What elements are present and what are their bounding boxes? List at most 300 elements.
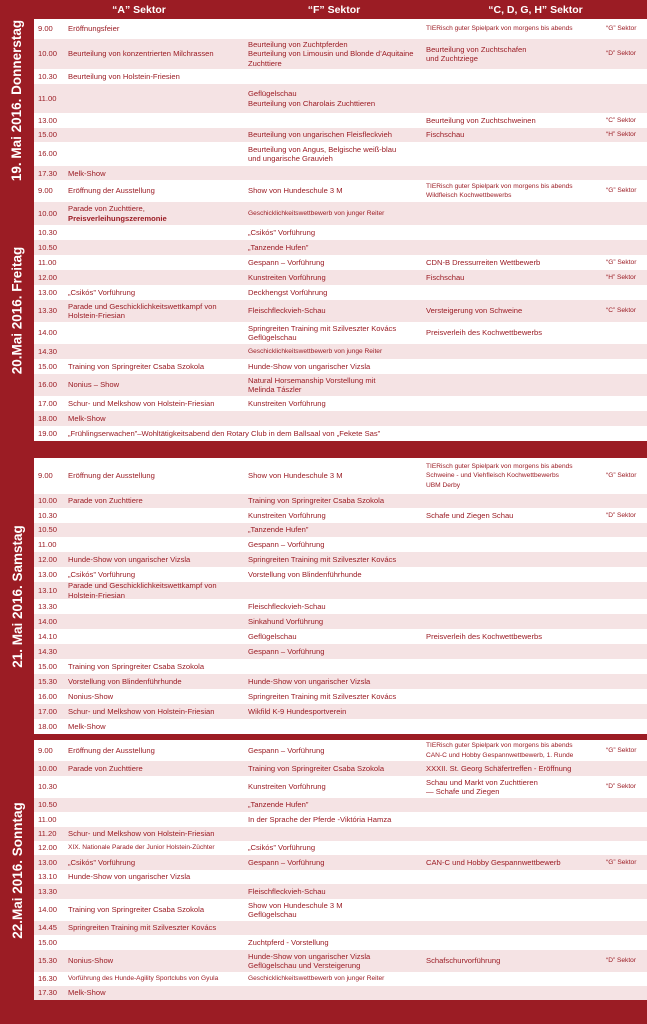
day-schedule bbox=[34, 180, 647, 441]
day-label bbox=[0, 19, 34, 181]
sector-f-cell: Training von Springreiter Csaba Szokola bbox=[248, 763, 385, 773]
sector-a-cell: Nonius-Show bbox=[68, 691, 114, 701]
sector-f-cell: „Tanzende Hufen” bbox=[248, 800, 309, 810]
time-cell: 14.30 bbox=[38, 346, 58, 356]
sector-tag: “D” Sektor bbox=[606, 50, 637, 58]
schedule-row bbox=[34, 921, 647, 935]
sector-cdgh-cell bbox=[426, 972, 606, 986]
sector-tag bbox=[606, 285, 647, 300]
sector-a-cell bbox=[68, 113, 244, 128]
sector-tag: “G” Sektor bbox=[606, 746, 637, 754]
time-cell: 11.00 bbox=[38, 539, 57, 549]
time-cell: 17.00 bbox=[38, 706, 58, 716]
sector-a-cell: Parade von Zuchttiere, Preisverleihungszeremonie bbox=[68, 204, 167, 223]
sector-cdgh-cell: CAN-C und Hobby Gespannwettbewerb bbox=[426, 857, 561, 867]
sector-f-cell: Beurteilung von Angus, Belgische weiß-blau und ungarische Grauvieh bbox=[248, 144, 397, 163]
sector-tag bbox=[606, 552, 647, 567]
sector-tag bbox=[606, 841, 647, 855]
sector-cdgh-cell bbox=[426, 202, 606, 225]
sector-f-cell: Springreiten Training mit Szilveszter Kovács Geflügelschau bbox=[248, 323, 397, 342]
schedule-row bbox=[34, 270, 647, 285]
sector-a-cell bbox=[68, 128, 244, 142]
time-cell: 9.00 bbox=[38, 24, 53, 34]
time-cell: 9.00 bbox=[38, 745, 53, 755]
sector-cdgh-cell: Versteigerung von Schweine bbox=[426, 306, 523, 316]
time-cell: 14.00 bbox=[38, 328, 58, 338]
sector-cdgh-cell bbox=[426, 841, 606, 855]
sector-a-cell: Parade von Zuchttiere bbox=[68, 496, 143, 506]
schedule-row bbox=[34, 84, 647, 113]
sector-cdgh-cell bbox=[426, 582, 606, 599]
schedule-row bbox=[34, 411, 647, 426]
sector-f-cell: Wikfild K-9 Hundesportverein bbox=[248, 706, 347, 716]
sector-f-cell: „Tanzende Hufen” bbox=[248, 242, 309, 252]
sector-tag bbox=[606, 374, 647, 396]
schedule-row bbox=[34, 240, 647, 255]
sector-tag bbox=[606, 142, 647, 166]
sector-a-cell: Training von Springreiter Csaba Szokola bbox=[68, 905, 205, 915]
sector-cdgh-cell bbox=[426, 870, 606, 884]
sector-tag bbox=[606, 798, 647, 812]
day-label bbox=[0, 740, 34, 1000]
time-cell: 10.00 bbox=[38, 496, 58, 506]
sector-f-cell: Geflügelschau bbox=[248, 631, 297, 641]
sector-a-cell bbox=[68, 142, 244, 166]
sector-a-cell bbox=[68, 629, 244, 644]
sector-a-cell: Hunde-Show von ungarischer Vizsla bbox=[68, 872, 191, 882]
event-span-cell: „Frühlingserwachen”–Wohltätigkeitsabend den Rotary Club in dem Ballsaal von „Fekete Sas” bbox=[68, 428, 381, 438]
sector-tag bbox=[606, 674, 647, 689]
sector-f-cell: „Csikós” Vorführung bbox=[248, 227, 316, 237]
schedule-row bbox=[34, 322, 647, 344]
sector-f-cell bbox=[248, 659, 426, 674]
time-cell: 17.30 bbox=[38, 168, 58, 178]
time-cell: 13.00 bbox=[38, 115, 58, 125]
sector-tag bbox=[606, 719, 647, 734]
time-cell: 15.00 bbox=[38, 937, 58, 947]
schedule-row bbox=[34, 827, 647, 841]
schedule-row bbox=[34, 899, 647, 921]
sector-a-cell bbox=[68, 812, 244, 827]
schedule-row bbox=[34, 812, 647, 827]
sector-f-cell bbox=[248, 827, 426, 841]
sector-f-cell: Gespann – Vorführung bbox=[248, 646, 325, 656]
sector-tag bbox=[606, 166, 647, 181]
time-cell: 9.00 bbox=[38, 471, 53, 481]
sector-cdgh-cell bbox=[426, 142, 606, 166]
schedule-row bbox=[34, 300, 647, 322]
sector-tag: “G” Sektor bbox=[606, 25, 637, 33]
sector-cdgh-cell: Schafe und Ziegen Schau bbox=[426, 510, 514, 520]
time-cell: 10.00 bbox=[38, 763, 58, 773]
sector-f-cell: Show von Hundeschule 3 M bbox=[248, 471, 343, 481]
sector-cdgh-cell bbox=[426, 567, 606, 582]
sector-a-cell: Nonius-Show bbox=[68, 956, 114, 966]
time-cell: 11.20 bbox=[38, 829, 57, 839]
sector-tag bbox=[606, 689, 647, 704]
day-label-text: 22.Mai 2016. Sonntag bbox=[9, 801, 25, 939]
sector-tag bbox=[606, 935, 647, 950]
sector-f-cell bbox=[248, 986, 426, 1000]
sector-tag bbox=[606, 899, 647, 921]
time-cell: 16.00 bbox=[38, 149, 58, 159]
sector-f-cell: Gespann – Vorführung bbox=[248, 745, 325, 755]
sector-tag bbox=[606, 614, 647, 629]
time-cell: 18.00 bbox=[38, 721, 58, 731]
sector-cdgh-cell bbox=[426, 812, 606, 827]
sector-a-cell: Vorstellung von Blindenführhunde bbox=[68, 676, 182, 686]
schedule-row bbox=[34, 69, 647, 84]
sector-cdgh-cell bbox=[426, 614, 606, 629]
sector-tag bbox=[606, 411, 647, 426]
sector-f-cell bbox=[248, 166, 426, 181]
schedule-row bbox=[34, 39, 647, 69]
sector-f-cell: Fleischfleckvieh-Schau bbox=[248, 306, 326, 316]
time-cell: 17.00 bbox=[38, 398, 58, 408]
sector-cdgh-cell bbox=[426, 166, 606, 181]
sector-a-cell bbox=[68, 537, 244, 552]
sector-f-cell: Fleischfleckvieh-Schau bbox=[248, 886, 326, 896]
schedule-row bbox=[34, 113, 647, 128]
sector-tag bbox=[606, 344, 647, 359]
schedule-row bbox=[34, 344, 647, 359]
time-cell: 13.10 bbox=[38, 872, 58, 882]
schedule-row bbox=[34, 950, 647, 972]
sector-f-cell: Zuchtpferd - Vorstellung bbox=[248, 937, 329, 947]
sector-a-cell bbox=[68, 225, 244, 240]
sector-f-cell: „Tanzende Hufen” bbox=[248, 525, 309, 535]
sector-f-cell bbox=[248, 69, 426, 84]
schedule-row bbox=[34, 523, 647, 537]
day-label-text: 19. Mai 2016. Donnerstag bbox=[9, 19, 25, 181]
time-cell: 14.30 bbox=[38, 646, 58, 656]
time-cell: 15.30 bbox=[38, 676, 58, 686]
sector-tag bbox=[606, 396, 647, 411]
schedule-row bbox=[34, 19, 647, 39]
sector-f-cell: Sinkahund Vorführung bbox=[248, 616, 324, 626]
sector-tag: “D” Sektor bbox=[606, 783, 637, 791]
time-cell: 11.00 bbox=[38, 257, 57, 267]
sector-f-cell: Gespann – Vorführung bbox=[248, 257, 325, 267]
schedule-row bbox=[34, 659, 647, 674]
time-cell: 13.00 bbox=[38, 569, 58, 579]
day-schedule bbox=[34, 740, 647, 1000]
sector-tag bbox=[606, 599, 647, 614]
sector-a-cell: Eröffnung der Ausstellung bbox=[68, 745, 155, 755]
schedule-row bbox=[34, 644, 647, 659]
sector-cdgh-cell bbox=[426, 344, 606, 359]
sector-tag bbox=[606, 523, 647, 537]
schedule-row bbox=[34, 202, 647, 225]
sector-a-cell bbox=[68, 935, 244, 950]
schedule-row bbox=[34, 855, 647, 870]
sector-a-cell bbox=[68, 599, 244, 614]
sector-f-cell bbox=[248, 921, 426, 935]
sector-a-cell bbox=[68, 798, 244, 812]
sector-tag bbox=[606, 921, 647, 935]
schedule-row bbox=[34, 870, 647, 884]
sector-f-cell: Beurteilung von ungarischen Fleisfleckvieh bbox=[248, 130, 392, 140]
schedule-row bbox=[34, 458, 647, 494]
sector-a-cell: „Csikós” Vorführung bbox=[68, 857, 136, 867]
schedule-row bbox=[34, 396, 647, 411]
schedule-row bbox=[34, 537, 647, 552]
schedule-row bbox=[34, 599, 647, 614]
sector-a-cell bbox=[68, 344, 244, 359]
time-cell: 14.45 bbox=[38, 923, 58, 933]
sector-tag: “H” Sektor bbox=[606, 131, 637, 139]
sector-f-cell: Gespann – Vorführung bbox=[248, 539, 325, 549]
sector-cdgh-cell: Schau und Markt von Zuchttieren — Schafe und Ziegen bbox=[426, 777, 538, 796]
sector-f-cell: Kunstreiten Vorführung bbox=[248, 510, 326, 520]
sector-cdgh-cell bbox=[426, 674, 606, 689]
sector-tag: “G” Sektor bbox=[606, 858, 637, 866]
schedule-row bbox=[34, 884, 647, 899]
header-sector-f: “F” Sektor bbox=[307, 3, 361, 16]
sector-cdgh-cell: XXXII. St. Georg Schäfertreffen - Eröffnung bbox=[426, 763, 572, 773]
time-cell: 10.30 bbox=[38, 510, 58, 520]
sector-a-cell: Training von Springreiter Csaba Szokola bbox=[68, 661, 205, 671]
sector-tag bbox=[606, 704, 647, 719]
schedule-row bbox=[34, 704, 647, 719]
sector-f-cell: Kunstreiten Vorführung bbox=[248, 398, 326, 408]
sector-f-cell: In der Sprache der Pferde -Viktória Hamza bbox=[248, 814, 392, 824]
sector-cdgh-cell bbox=[426, 827, 606, 841]
sector-cdgh-cell bbox=[426, 523, 606, 537]
day-label-text: 21. Mai 2016. Samstag bbox=[9, 524, 25, 668]
sector-a-cell bbox=[68, 270, 244, 285]
schedule-row bbox=[34, 374, 647, 396]
sector-cdgh-cell bbox=[426, 884, 606, 899]
sector-tag bbox=[606, 225, 647, 240]
sector-tag bbox=[606, 884, 647, 899]
sector-a-cell: Beurteilung von konzentrierten Milchrassen bbox=[68, 49, 214, 59]
sector-cdgh-cell bbox=[426, 411, 606, 426]
sector-f-cell: Geschicklichkeitswettbewerb von junger Reiter bbox=[248, 975, 385, 983]
sector-tag bbox=[606, 659, 647, 674]
sector-cdgh-cell bbox=[426, 689, 606, 704]
time-cell: 10.50 bbox=[38, 525, 58, 535]
sector-tag bbox=[606, 761, 647, 776]
sector-a-cell: Eröffnung der Ausstellung bbox=[68, 471, 155, 481]
schedule-row bbox=[34, 986, 647, 1000]
sector-f-cell: Geschicklichkeitswettbewerb von junger Reiter bbox=[248, 209, 385, 217]
schedule-row bbox=[34, 552, 647, 567]
time-cell: 17.30 bbox=[38, 988, 58, 998]
schedule-row bbox=[34, 494, 647, 508]
sector-f-cell bbox=[248, 411, 426, 426]
schedule-row bbox=[34, 359, 647, 374]
sector-cdgh-cell: Fischschau bbox=[426, 272, 465, 282]
time-cell: 15.00 bbox=[38, 361, 58, 371]
sector-f-cell: Hunde-Show von ungarischer Vizsla Geflügelschau und Versteigerung bbox=[248, 951, 371, 970]
time-cell: 16.30 bbox=[38, 974, 58, 984]
sector-f-cell: Geschicklichkeitswettbewerb von junge Reiter bbox=[248, 347, 383, 355]
schedule-row bbox=[34, 180, 647, 202]
time-cell: 13.30 bbox=[38, 886, 58, 896]
schedule-row bbox=[34, 689, 647, 704]
sector-a-cell: Vorführung des Hunde-Agility Sportclubs von Gyula bbox=[68, 975, 219, 983]
sector-tag: “C” Sektor bbox=[606, 116, 637, 124]
sector-cdgh-cell bbox=[426, 798, 606, 812]
schedule-row bbox=[34, 972, 647, 986]
sector-tag bbox=[606, 202, 647, 225]
sector-a-cell: Springreiten Training mit Szilveszter Kovács bbox=[68, 923, 217, 933]
sector-a-cell bbox=[68, 523, 244, 537]
sector-a-cell: Parade und Geschicklichkeitswettkampf von Holstein-Friesian bbox=[68, 301, 217, 320]
sector-tag bbox=[606, 812, 647, 827]
sector-f-cell: Gespann – Vorführung bbox=[248, 857, 325, 867]
sector-f-cell: Kunstreiten Vorführung bbox=[248, 782, 326, 792]
sector-a-cell: Melk-Show bbox=[68, 168, 106, 178]
sector-a-cell bbox=[68, 614, 244, 629]
schedule-row bbox=[34, 674, 647, 689]
sector-cdgh-cell: TIERisch guter Spielpark von morgens bis abends Wildfleisch Kochwettbewerbs bbox=[426, 182, 573, 199]
sector-cdgh-cell bbox=[426, 719, 606, 734]
schedule-row bbox=[34, 841, 647, 855]
sector-tag bbox=[606, 986, 647, 1000]
sector-f-cell: Vorstellung von Blindenführhunde bbox=[248, 569, 362, 579]
sector-a-cell bbox=[68, 255, 244, 270]
sector-a-cell: Eröffnungsfeier bbox=[68, 24, 120, 34]
sector-tag bbox=[606, 972, 647, 986]
sector-cdgh-cell: Preisverleih des Kochwettbewerbs bbox=[426, 328, 543, 338]
sector-f-cell bbox=[248, 719, 426, 734]
sector-f-cell: Springreiten Training mit Szilveszter Kovács bbox=[248, 554, 397, 564]
day-schedule bbox=[34, 458, 647, 734]
sector-a-cell: Training von Springreiter Csaba Szokola bbox=[68, 361, 205, 371]
sector-tag bbox=[606, 582, 647, 599]
sector-cdgh-cell bbox=[426, 704, 606, 719]
sector-tag bbox=[606, 494, 647, 508]
sector-cdgh-cell bbox=[426, 921, 606, 935]
time-cell: 10.50 bbox=[38, 242, 58, 252]
sector-a-cell: Schur- und Melkshow von Holstein-Friesian bbox=[68, 398, 215, 408]
day-label-text: 20.Mai 2016. Freitag bbox=[9, 246, 25, 375]
sector-a-cell: Parade von Zuchttiere bbox=[68, 763, 143, 773]
sector-f-cell: Kunstreiten Vorführung bbox=[248, 272, 326, 282]
schedule-row bbox=[34, 761, 647, 776]
sector-tag: “G” Sektor bbox=[606, 472, 637, 480]
sector-cdgh-cell bbox=[426, 69, 606, 84]
sector-f-cell: Training von Springreiter Csaba Szokola bbox=[248, 496, 385, 506]
time-cell: 13.00 bbox=[38, 287, 58, 297]
sector-cdgh-cell: CDN-B Dressurreiten Wettbewerb bbox=[426, 257, 541, 267]
sector-cdgh-cell: Preisverleih des Kochwettbewerbs bbox=[426, 631, 543, 641]
sector-f-cell: Geflügelschau Beurteilung von Charolais Zuchttieren bbox=[248, 89, 376, 108]
sector-cdgh-cell: Schafschurvorführung bbox=[426, 956, 501, 966]
sector-cdgh-cell bbox=[426, 935, 606, 950]
sector-cdgh-cell bbox=[426, 986, 606, 1000]
sector-cdgh-cell: Beurteilung von Zuchtschafen und Zuchtziege bbox=[426, 44, 527, 63]
sector-cdgh-cell bbox=[426, 84, 606, 113]
sector-a-cell bbox=[68, 508, 244, 523]
sector-tag bbox=[606, 322, 647, 344]
sector-cdgh-cell bbox=[426, 537, 606, 552]
time-cell: 10.30 bbox=[38, 71, 58, 81]
schedule-row bbox=[34, 142, 647, 166]
sector-tag bbox=[606, 644, 647, 659]
schedule-row bbox=[34, 255, 647, 270]
schedule-row bbox=[34, 740, 647, 761]
sector-a-cell: XIX. Nationale Parade der Junior Holstein-Züchter bbox=[68, 844, 215, 852]
sector-tag: “G” Sektor bbox=[606, 258, 637, 266]
time-cell: 12.00 bbox=[38, 272, 58, 282]
sector-a-cell: Eröffnung der Ausstellung bbox=[68, 186, 155, 196]
sector-a-cell: Nonius – Show bbox=[68, 380, 120, 390]
sector-a-cell: Schur- und Melkshow von Holstein-Friesian bbox=[68, 706, 215, 716]
sector-cdgh-cell bbox=[426, 426, 606, 441]
sector-cdgh-cell bbox=[426, 899, 606, 921]
sector-f-cell bbox=[248, 19, 426, 39]
time-cell: 10.30 bbox=[38, 782, 58, 792]
time-cell: 11.00 bbox=[38, 93, 57, 103]
schedule-row bbox=[34, 582, 647, 599]
schedule-row bbox=[34, 935, 647, 950]
sector-tag bbox=[606, 567, 647, 582]
sector-f-cell: Hunde-Show von ungarischer Vizsla bbox=[248, 361, 371, 371]
sector-a-cell: Melk-Show bbox=[68, 413, 106, 423]
time-cell: 16.00 bbox=[38, 691, 58, 701]
sector-a-cell bbox=[68, 240, 244, 255]
sector-f-cell: Show von Hundeschule 3 M bbox=[248, 186, 343, 196]
sector-cdgh-cell bbox=[426, 659, 606, 674]
sector-tag: “D” Sektor bbox=[606, 511, 637, 519]
sector-a-cell bbox=[68, 644, 244, 659]
sector-a-cell: Parade und Geschicklichkeitswettkampf von Holstein-Friesian bbox=[68, 582, 217, 599]
sector-tag: “G” Sektor bbox=[606, 187, 637, 195]
column-header bbox=[34, 0, 647, 19]
sector-a-cell: „Csikós” Vorführung bbox=[68, 569, 136, 579]
time-cell: 13.30 bbox=[38, 306, 58, 316]
time-cell: 10.00 bbox=[38, 208, 58, 218]
sector-cdgh-cell: Beurteilung von Zuchtschweinen bbox=[426, 115, 536, 125]
schedule-row bbox=[34, 719, 647, 734]
time-cell: 13.00 bbox=[38, 857, 58, 867]
time-cell: 10.50 bbox=[38, 800, 58, 810]
sector-a-cell bbox=[68, 884, 244, 899]
sector-a-cell bbox=[68, 322, 244, 344]
sector-f-cell: Show von Hundeschule 3 M Geflügelschau bbox=[248, 900, 343, 919]
time-cell: 19.00 bbox=[38, 428, 58, 438]
time-cell: 16.00 bbox=[38, 380, 58, 390]
time-cell: 15.00 bbox=[38, 661, 58, 671]
sector-tag bbox=[606, 629, 647, 644]
sector-cdgh-cell bbox=[426, 494, 606, 508]
sector-cdgh-cell bbox=[426, 225, 606, 240]
sector-cdgh-cell bbox=[426, 359, 606, 374]
sector-a-cell: Beurteilung von Holstein-Friesien bbox=[68, 71, 180, 81]
header-sector-a: “A” Sektor bbox=[112, 3, 166, 16]
header-sector-cdgh: “C, D, G, H” Sektor bbox=[488, 3, 583, 16]
time-cell: 13.30 bbox=[38, 601, 58, 611]
sector-tag: “D” Sektor bbox=[606, 957, 637, 965]
day-label bbox=[0, 458, 34, 734]
sector-a-cell: Melk-Show bbox=[68, 721, 106, 731]
time-cell: 13.10 bbox=[38, 585, 58, 595]
sector-f-cell bbox=[248, 113, 426, 128]
sector-tag bbox=[606, 69, 647, 84]
sector-f-cell: Hunde-Show von ungarischer Vizsla bbox=[248, 676, 371, 686]
sector-f-cell: „Csikós” Vorführung bbox=[248, 843, 316, 853]
sector-f-cell: Beurteilung von Zuchtpferden Beurteilung von Limousin und Blonde d’Aquitaine Zuchttiere bbox=[248, 39, 414, 68]
sector-a-cell: Schur- und Melkshow von Holstein-Friesian bbox=[68, 829, 215, 839]
sector-cdgh-cell bbox=[426, 599, 606, 614]
schedule-row bbox=[34, 776, 647, 798]
sector-f-cell: Deckhengst Vorführung bbox=[248, 287, 328, 297]
sector-tag: “C” Sektor bbox=[606, 307, 637, 315]
sector-a-cell: „Csikós” Vorführung bbox=[68, 287, 136, 297]
